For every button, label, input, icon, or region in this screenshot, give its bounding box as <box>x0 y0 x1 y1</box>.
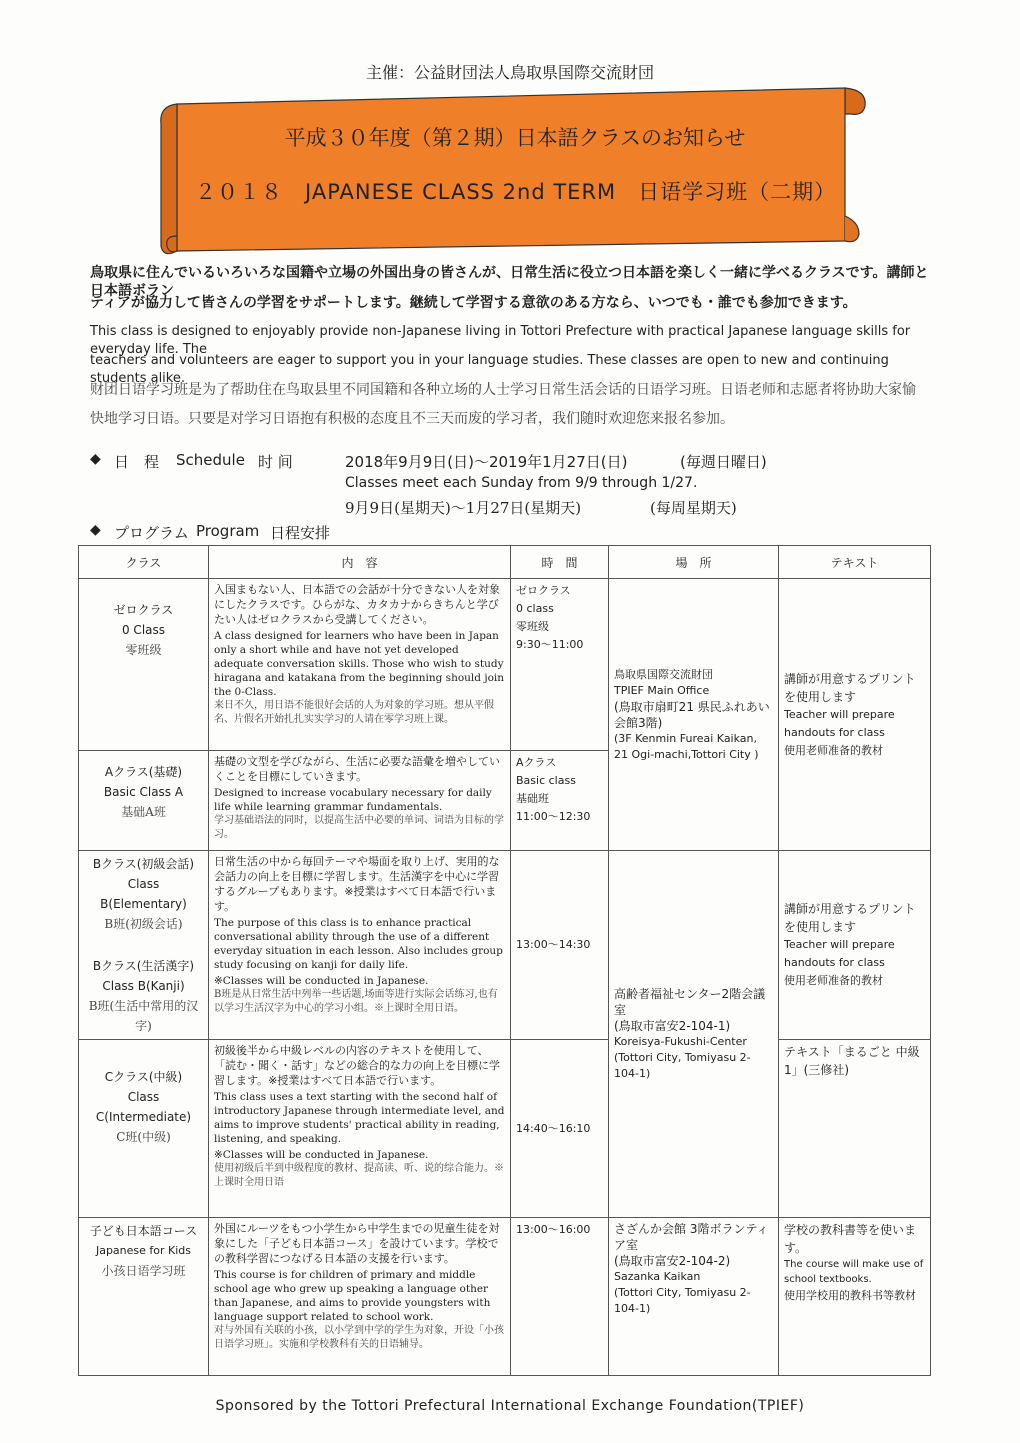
content-a-jp: 基礎の文型を学びながら、生活に必要な語彙を増やしていくことを目標にしていきます。 <box>214 755 500 783</box>
content-c-en2: ※Classes will be conducted in Japanese. <box>214 1149 429 1161</box>
schedule-bullet-icon: ◆ <box>90 451 101 467</box>
header-text: テキスト <box>779 546 931 579</box>
schedule-dates-cn: 9月9日(星期天)～1月27日(星期天) <box>345 499 582 517</box>
class-a-jp: Aクラス(基礎) <box>104 765 183 779</box>
banner-title-en: ２０１８ JAPANESE CLASS 2nd TERM 日语学习班（二期） <box>195 180 837 204</box>
content-a-cn: 学习基础语法的同时，以提高生活中必要的单词、词语为目标的学习。 <box>214 815 504 840</box>
footer-sponsor: Sponsored by the Tottori Prefectural International Exchange Foundation(TPIEF) <box>215 1398 805 1414</box>
time-b-value: 13:00～14:30 <box>516 938 591 951</box>
class-b-en: Class B(Elementary) <box>100 877 187 911</box>
time-kids-value: 13:00～16:00 <box>516 1223 591 1236</box>
intro-en-line2: teachers and volunteers are eager to support you in your language studies. These classes are open to new and continuing students alike. <box>90 353 889 386</box>
schedule-label-en: Schedule <box>176 451 245 469</box>
intro-en-line1: This class is designed to enjoyably provide non-Japanese living in Tottori Prefecture with practical Japanese language skills for everyday life. The <box>90 324 911 357</box>
text-kids-jp: 学校の教科書等を使います。 <box>784 1223 917 1255</box>
content-b-jp: 日常生活の中から毎回テーマや場面を取り上げ、実用的な会話力の向上を目標に学習します。生活漢字を中心に学習するグループもあります。※授業はすべて日本語で行います。 <box>214 855 500 913</box>
class-b2-jp: Bクラス(生活漢字) <box>92 959 195 973</box>
intro-cn-line1: 财团日语学习班是为了帮助住在鸟取县里不同国籍和各种立场的人士学习日常生活会话的日语学习班。日语老师和志愿者将协助大家愉 <box>90 382 916 398</box>
header-place: 場 所 <box>609 546 779 579</box>
time-a-en: Basic class <box>516 774 576 787</box>
cell-class-kids <box>79 1218 209 1376</box>
intro-jp-line2: ティアが協力して皆さんの学習をサポートします。継続して学習する意欲のある方なら、いつでも・誰でも参加できます。 <box>90 295 857 311</box>
schedule-label-jp: 日 程 <box>114 453 160 471</box>
cell-place-kids <box>609 1218 779 1376</box>
content-zero-jp: 入国まもない人、日本語での会話が十分できない人を対象にしたクラスです。ひらがな、カタカナからきちんと学びたい人はゼロクラスから受講してください。 <box>214 583 500 626</box>
banner-title-jp: 平成３０年度（第２期）日本語クラスのお知らせ <box>284 126 746 150</box>
content-zero-cn: 来日不久，用日语不能很好会话的人为对象的学习班。想从平假名、片假名开始扎扎实实学习的人请在零学习班上课。 <box>214 700 494 725</box>
program-bullet-icon: ◆ <box>90 522 101 538</box>
class-a-en: Basic Class A <box>103 785 184 799</box>
banner-scroll-shape <box>155 76 870 256</box>
table-row-c <box>79 1040 931 1218</box>
place-kids-jp-addr: (鳥取市富安2-104-2) <box>614 1254 731 1268</box>
place1-jp: 鳥取県国際交流財団 <box>614 667 713 681</box>
intro-cn-line2: 快地学习日语。只要是对学习日语抱有积极的态度且不三天而废的学习者，我们随时欢迎您来报名参加。 <box>90 411 734 427</box>
cell-text-2 <box>779 851 931 1040</box>
class-a-cn: 基础A班 <box>121 805 166 819</box>
text1-en: Teacher will prepare handouts for class <box>784 707 895 739</box>
title-banner <box>155 76 870 256</box>
class-c-cn: C班(中级) <box>116 1130 171 1144</box>
cell-place-1 <box>609 579 779 851</box>
class-kids-en: Japanese for Kids <box>95 1244 192 1257</box>
place-kids-jp: さざんか会館 3階ボランティア室 <box>614 1222 769 1252</box>
content-kids-cn: 对与外国有关联的小孩，以小学到中学的学生为对象，开设「小孩日语学习班」。实施和学校教科有关的日语辅导。 <box>214 1325 504 1350</box>
class-b-cn: B班(初级会话) <box>104 917 183 931</box>
text2-jp: 講師が用意するプリントを使用します <box>784 902 916 934</box>
place1-en: TPIEF Main Office <box>614 683 710 697</box>
cell-content-a <box>209 751 511 851</box>
content-zero-en: A class designed for learners who have been in Japan only a short while and have not yet developed adequate conversation skills. Those who wish to study hiragana and katakana from the beginning should join the 0-Class. <box>214 630 505 698</box>
time-a-value: 11:00～12:30 <box>516 810 591 823</box>
table-row-b <box>79 851 931 1040</box>
content-b-cn: B班是从日常生活中列举一些话题,场面等进行实际会话练习,也有以学习生活汉字为中心的学习小组。※上课时全用日语。 <box>214 989 498 1014</box>
class-zero-en: 0 Class <box>121 623 166 637</box>
cell-time-c <box>511 1040 609 1218</box>
place1-en-addr: (3F Kenmin Fureai Kaikan, 21 Ogi-machi,Tottori City ) <box>614 731 759 761</box>
program-label-cn: 日程安排 <box>270 524 331 542</box>
cell-class-b <box>79 851 209 1040</box>
table-header-row <box>79 546 931 579</box>
cell-class-zero <box>79 579 209 751</box>
content-c-jp: 初級後半から中級レベルの内容のテキストを使用して、「読む・聞く・話す」などの総合的な力の向上を目標に学習します。※授業はすべて日本語で行います。 <box>214 1044 500 1087</box>
content-kids-en: This course is for children of primary and middle school age who grew up speaking a language other than Japanese, and aims to provide youngsters with language support related to school work. <box>214 1269 491 1323</box>
cell-class-a <box>79 751 209 851</box>
class-kids-jp: 子ども日本語コース <box>89 1224 198 1238</box>
cell-time-kids <box>511 1218 609 1376</box>
class-c-jp: Cクラス(中級) <box>104 1070 183 1084</box>
content-c-cn: 使用初级后半到中级程度的教材、提高读、听、说的综合能力。※上课时全用日语 <box>214 1163 504 1188</box>
text3-jp: テキスト「まるごと 中級1」(三修社) <box>784 1045 920 1077</box>
place1-jp-addr: (鳥取市扇町21 県民ふれあい会館3階) <box>614 699 770 730</box>
content-kids-jp: 外国にルーツをもつ小学生から中学生までの児童生徒を対象にした「子ども日本語コース」を設けています。学校での教科学習につなげる日本語の支援を行います。 <box>214 1222 500 1265</box>
content-c-en: This class uses a text starting with the second half of introductory Japanese through intermediate level, and aims to improve students' practical ability in reading, listening, and speaking. <box>214 1091 505 1145</box>
place2-en-addr: (Tottori City, Tomiyasu 2-104-1) <box>614 1051 751 1080</box>
time-zero-en: 0 class <box>516 602 554 615</box>
schedule-weekly-cn: (每周星期天) <box>650 499 737 517</box>
cell-time-b <box>511 851 609 1040</box>
class-c-en: Class C(Intermediate) <box>95 1090 192 1124</box>
cell-time-zero <box>511 579 609 751</box>
cell-class-c <box>79 1040 209 1218</box>
place2-en: Koreisya-Fukushi-Center <box>614 1035 747 1048</box>
header-class: クラス <box>79 546 209 579</box>
place2-jp-addr: (鳥取市富安2-104-1) <box>614 1019 731 1033</box>
time-zero-value: 9:30～11:00 <box>516 638 584 651</box>
class-zero-jp: ゼロクラス <box>113 603 174 617</box>
content-b-en2: ※Classes will be conducted in Japanese. <box>214 975 429 987</box>
table-row-kids <box>79 1218 931 1376</box>
class-b2-en: Class B(Kanji) <box>102 979 185 993</box>
content-b-en: The purpose of this class is to enhance practical conversational ability through the use of a different everyday situation in each lesson. Also includes group study focusing on kanji for daily life. <box>214 917 503 971</box>
class-b-jp: Bクラス(初級会話) <box>92 857 195 871</box>
table-row-zero <box>79 579 931 751</box>
place-kids-en: Sazanka Kaikan <box>614 1270 701 1283</box>
header-content: 内 容 <box>209 546 511 579</box>
program-table <box>78 545 931 1376</box>
text1-cn: 使用老师准备的教材 <box>784 743 883 757</box>
class-kids-cn: 小孩日语学习班 <box>101 1264 186 1278</box>
time-c-value: 14:40～16:10 <box>516 1121 591 1135</box>
text2-en: Teacher will prepare handouts for class <box>784 938 895 969</box>
cell-place-2 <box>609 851 779 1218</box>
class-zero-cn: 零班级 <box>125 643 162 657</box>
text-kids-cn: 使用学校用的教科书等教材 <box>784 1289 916 1302</box>
text2-cn: 使用老师准备的教材 <box>784 974 883 987</box>
place2-jp: 高齢者福祉センター2階会議室 <box>614 987 766 1017</box>
cell-text-3 <box>779 1040 931 1218</box>
header-time: 時 間 <box>511 546 609 579</box>
cell-content-c <box>209 1040 511 1218</box>
place-kids-en-addr: (Tottori City, Tomiyasu 2-104-1) <box>614 1286 751 1315</box>
program-label-en: Program <box>196 522 260 540</box>
time-zero-cn: 零班级 <box>516 620 549 633</box>
content-a-en: Designed to increase vocabulary necessary for daily life while learning grammar fundamentals. <box>214 787 492 813</box>
cell-content-kids <box>209 1218 511 1376</box>
cell-text-1 <box>779 579 931 851</box>
text-kids-en: The course will make use of school textbooks. <box>784 1259 924 1285</box>
program-label-jp: プログラム <box>114 524 189 542</box>
cell-content-b <box>209 851 511 1040</box>
intro-jp-line1: 鳥取県に住んでいるいろいろな国籍や立場の外国出身の皆さんが、日常生活に役立つ日本語を楽しく一緒に学べるクラスです。講師と日本語ボラン <box>90 265 929 299</box>
schedule-dates-en: Classes meet each Sunday from 9/9 through 1/27. <box>345 475 698 491</box>
text1-jp: 講師が用意するプリントを使用します <box>784 671 916 704</box>
schedule-label-cn: 时 间 <box>258 453 293 471</box>
schedule-weekly-jp: (毎週日曜日) <box>680 453 767 471</box>
time-zero-jp: ゼロクラス <box>516 584 571 597</box>
time-a-cn: 基础班 <box>516 792 549 805</box>
time-a-jp: Aクラス <box>516 756 557 769</box>
cell-text-kids <box>779 1218 931 1376</box>
schedule-dates-jp: 2018年9月9日(日)～2019年1月27日(日) <box>345 453 628 471</box>
cell-content-zero <box>209 579 511 751</box>
class-b2-cn: B班(生活中常用的汉字) <box>88 999 199 1033</box>
cell-time-a <box>511 751 609 851</box>
organizer-line: 主催：公益財団法人鳥取県国際交流財団 <box>365 63 654 82</box>
